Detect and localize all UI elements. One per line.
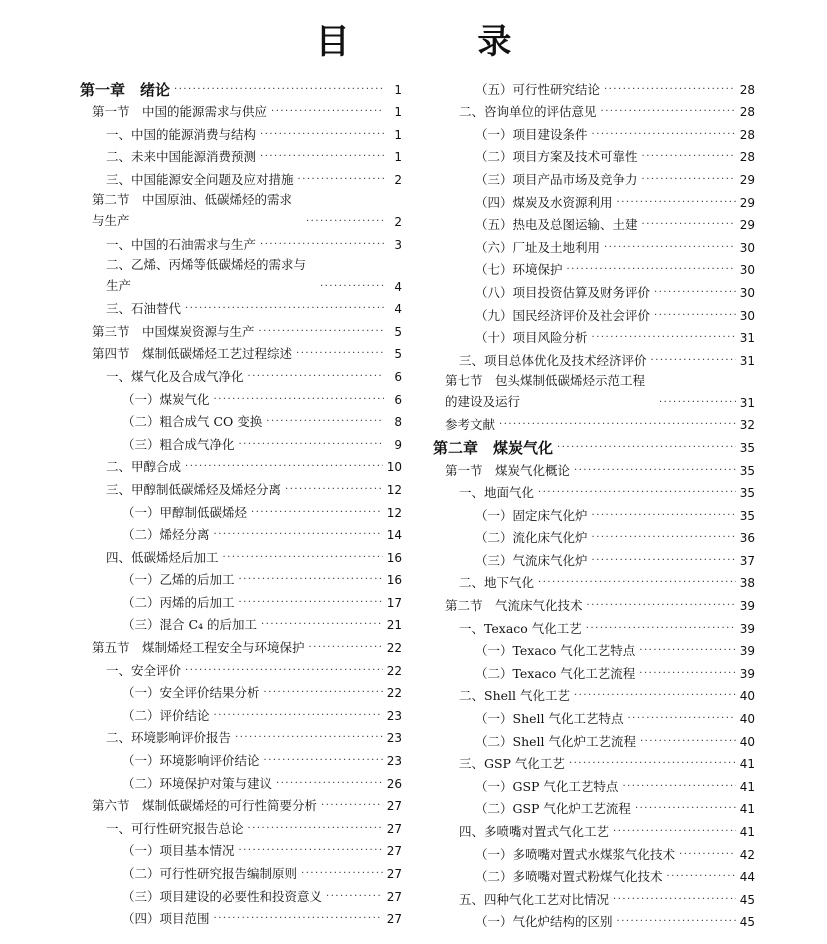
toc-page-number: 5: [394, 347, 402, 362]
toc-page-number: 30: [739, 308, 755, 323]
toc-page-number: 44: [739, 870, 755, 885]
leader-dots: [214, 910, 383, 928]
toc-entry[interactable]: [433, 144, 755, 167]
toc-page-number: 36: [739, 531, 755, 546]
toc-entry-title: 第一节 煤炭气化概论: [445, 462, 571, 478]
toc-entry-title: （一）多喷嘴对置式水煤浆气化技术: [475, 846, 676, 862]
toc-entry-title: 第二节 中国原油、低碳烯烃的需求与生产: [92, 191, 293, 228]
toc-entry[interactable]: [80, 318, 402, 341]
leader-dots: [271, 103, 384, 121]
toc-page-number: 31: [739, 331, 755, 346]
toc-entry-title: （三）气流床气化炉: [475, 552, 588, 568]
leader-dots: [239, 436, 384, 454]
toc-entry-title: （一）项目建设条件: [475, 126, 588, 142]
toc-page-number: 10: [386, 460, 402, 475]
leader-dots: [592, 552, 736, 570]
leader-dots: [667, 868, 736, 886]
toc-entry-title: （二）环境保护对策与建议: [122, 775, 273, 791]
toc-entry-title: 三、GSP 气化工艺: [459, 756, 565, 772]
toc-entry-title: 第一节 中国的能源需求与供应: [92, 104, 268, 120]
toc-entry[interactable]: [80, 589, 402, 612]
leader-dots: [617, 913, 736, 931]
toc-entry[interactable]: [433, 796, 755, 819]
toc-entry-title: 四、低碳烯烃后加工: [106, 549, 219, 565]
toc-entry[interactable]: [80, 702, 402, 725]
toc-page-number: 22: [386, 641, 402, 656]
toc-entry[interactable]: [80, 454, 402, 477]
leader-dots: [639, 642, 735, 660]
toc-entry-title: 二、咨询单位的评估意见: [459, 104, 597, 120]
toc-entry-title: 二、未来中国能源消费预测: [106, 149, 257, 165]
toc-entry[interactable]: [433, 212, 755, 235]
toc-entry-title: （二）GSP 气化炉工艺流程: [475, 801, 631, 817]
toc-entry[interactable]: [433, 751, 755, 774]
leader-dots: [214, 707, 383, 725]
leader-dots: [223, 549, 383, 567]
leader-dots: [538, 484, 736, 502]
toc-entry[interactable]: [80, 883, 402, 906]
toc-entry[interactable]: [433, 121, 755, 144]
toc-entry-title: 第一章 绪论: [80, 80, 171, 99]
toc-page-number: 37: [739, 553, 755, 568]
leader-dots: [276, 775, 383, 793]
toc-entry[interactable]: [80, 99, 402, 122]
toc-page-number: 8: [394, 415, 402, 430]
toc-entry-title: 四、多喷嘴对置式气化工艺: [459, 824, 610, 839]
leader-dots: [574, 687, 736, 705]
toc-entry-title: （二）流化床气化炉: [475, 530, 588, 546]
toc-page-number: 38: [739, 576, 755, 591]
leader-dots: [601, 103, 736, 121]
toc-page-number: 27: [386, 844, 402, 859]
toc-entry-title: 一、Texaco 气化工艺: [459, 620, 582, 636]
leader-dots: [642, 148, 736, 166]
leader-dots: [306, 213, 384, 231]
toc-page-number: 28: [739, 150, 755, 165]
leader-dots: [604, 81, 736, 99]
toc-entry-title: 二、地下气化: [459, 575, 535, 591]
toc-entry[interactable]: [80, 815, 402, 838]
leader-dots: [587, 597, 736, 615]
toc-page-number: 14: [386, 528, 402, 543]
toc-entry-title: （一）安全评价结果分析: [122, 685, 260, 701]
leader-dots: [538, 574, 736, 592]
toc-entry[interactable]: [433, 480, 755, 503]
toc-entry[interactable]: [433, 728, 755, 751]
toc-entry-title: 第六节 煤制低碳烯烃的可行性简要分析: [92, 798, 318, 814]
toc-entry[interactable]: [80, 657, 402, 680]
toc-entry-title: 二、Shell 气化工艺: [459, 688, 570, 704]
toc-page-number: 41: [739, 779, 755, 794]
leader-dots: [592, 329, 736, 347]
toc-page-number: 1: [394, 105, 402, 120]
toc-entry[interactable]: [80, 121, 402, 144]
toc-entry-title: 第七节 包头煤制低碳烯烃示范工程的建设及运行: [445, 372, 646, 409]
toc-entry[interactable]: [80, 770, 402, 793]
toc-entry[interactable]: [80, 231, 402, 254]
leader-dots: [239, 594, 383, 612]
leader-dots: [320, 278, 384, 296]
toc-page-number: 42: [739, 847, 755, 862]
toc-page-number: 30: [739, 240, 755, 255]
leader-dots: [260, 126, 384, 144]
toc-page-number: 39: [739, 621, 755, 636]
toc-page-number: 27: [386, 912, 402, 927]
toc-entry[interactable]: [80, 254, 402, 296]
leader-dots: [248, 368, 384, 386]
toc-page-number: 35: [739, 486, 755, 501]
toc-entry[interactable]: [433, 909, 755, 932]
leader-dots: [557, 439, 736, 457]
leader-dots: [586, 620, 736, 638]
toc-page-number: 28: [739, 105, 755, 120]
toc-entry[interactable]: [433, 347, 755, 370]
toc-entry[interactable]: [433, 818, 755, 841]
toc-page-number: 27: [386, 867, 402, 881]
toc-page-number: 5: [394, 324, 402, 339]
toc-entry[interactable]: [433, 660, 755, 683]
toc-entry[interactable]: [433, 773, 755, 796]
toc-entry-title: 三、项目总体优化及技术经济评价: [459, 352, 647, 368]
leader-dots: [239, 842, 383, 860]
leader-dots: [642, 171, 736, 189]
toc-entry[interactable]: [433, 886, 755, 909]
toc-entry[interactable]: [433, 841, 755, 864]
toc-entry-title: （一）固定床气化炉: [475, 507, 588, 523]
toc-page-number: 29: [739, 172, 755, 187]
toc-page-number: 4: [394, 302, 402, 317]
toc-page-number: 35: [739, 440, 755, 455]
toc-entry[interactable]: [80, 476, 402, 499]
toc-page-number: 31: [739, 353, 755, 368]
toc-entry[interactable]: [80, 725, 402, 748]
toc-entry-title: （二）评价结论: [122, 707, 210, 723]
toc-entry-title: （三）混合 C₄ 的后加工: [122, 617, 258, 633]
toc-page-number: 40: [739, 734, 755, 749]
toc-entry-title: （一）乙烯的后加工: [122, 572, 235, 588]
toc-entry[interactable]: [80, 144, 402, 167]
toc-left-column: [80, 76, 402, 928]
toc-entry[interactable]: [433, 189, 755, 212]
toc-entry[interactable]: [433, 570, 755, 593]
toc-entry-title: 第四节 煤制低碳烯烃工艺过程综述: [92, 346, 293, 362]
toc-entry[interactable]: [80, 793, 402, 816]
leader-dots: [654, 307, 736, 325]
toc-entry[interactable]: [80, 680, 402, 703]
toc-entry[interactable]: [80, 544, 402, 567]
leader-dots: [592, 529, 736, 547]
toc-entry[interactable]: [433, 279, 755, 302]
toc-entry-title: 二、环境影响评价报告: [106, 730, 232, 746]
toc-entry-title: 一、安全评价: [106, 662, 182, 678]
toc-entry-title: （五）可行性研究结论: [475, 81, 601, 97]
toc-page-number: 9: [394, 437, 402, 452]
toc-entry-title: 一、中国的石油需求与生产: [106, 236, 257, 252]
toc-page-number: 40: [739, 689, 755, 704]
toc-page-number: 39: [739, 599, 755, 614]
leader-dots: [264, 752, 383, 770]
toc-chapter-entry[interactable]: [80, 76, 402, 99]
toc-page-number: 45: [739, 892, 755, 907]
toc-page-number: 2: [394, 214, 402, 229]
toc-page-number: 41: [739, 802, 755, 817]
toc-entry[interactable]: [433, 370, 755, 412]
toc-entry[interactable]: [433, 705, 755, 728]
toc-entry[interactable]: [80, 567, 402, 590]
toc-page-number: 27: [386, 799, 402, 814]
toc-page-number: 41: [739, 757, 755, 772]
toc-entry[interactable]: [80, 612, 402, 635]
toc-entry-title: （五）热电及总图运输、土建: [475, 217, 638, 233]
toc-entry-title: （二）多喷嘴对置式粉煤气化技术: [475, 869, 663, 885]
toc-entry-title: 第五节 煤制烯烃工程安全与环境保护: [92, 640, 305, 656]
toc-entry[interactable]: [80, 522, 402, 545]
toc-entry[interactable]: [80, 747, 402, 770]
toc-entry-title: （一）Shell 气化工艺特点: [475, 711, 624, 727]
toc-page-number: 30: [739, 285, 755, 300]
toc-entry-title: （一）Texaco 气化工艺特点: [475, 643, 636, 659]
toc-page-number: 22: [386, 686, 402, 701]
toc-page-number: 28: [739, 127, 755, 142]
leader-dots: [185, 662, 383, 680]
toc-entry[interactable]: [433, 502, 755, 525]
toc-entry[interactable]: [433, 166, 755, 189]
toc-entry-title: 三、甲醇制低碳烯烃及烯烃分离: [106, 481, 282, 497]
toc-entry[interactable]: [80, 296, 402, 319]
toc-entry[interactable]: [80, 409, 402, 432]
toc-page-number: 1: [394, 150, 402, 165]
toc-entry-title: （七）环境保护: [475, 262, 563, 278]
toc-entry[interactable]: [80, 386, 402, 409]
leader-dots: [321, 797, 383, 815]
toc-entry-title: 第二节 气流床气化技术: [445, 598, 583, 614]
toc-entry-title: 一、煤气化及合成气净化: [106, 368, 244, 384]
toc-page-number: 2: [394, 172, 402, 187]
leader-dots: [499, 416, 736, 434]
toc-entry-title: （三）项目建设的必要性和投资意义: [122, 888, 323, 904]
toc-entry-title: （一）煤炭气化: [122, 391, 210, 407]
toc-page-number: 45: [739, 915, 755, 930]
toc-entry-title: （一）甲醇制低碳烯烃: [122, 504, 248, 520]
toc-entry-title: （二）Shell 气化炉工艺流程: [475, 733, 636, 749]
toc-entry-title: （九）国民经济评价及社会评价: [475, 307, 651, 323]
toc-page-number: 39: [739, 666, 755, 681]
toc-page-number: 12: [386, 482, 402, 497]
toc-entry-title: （六）厂址及土地利用: [475, 239, 601, 255]
leader-dots: [296, 345, 384, 363]
toc-page-number: 3: [394, 237, 402, 252]
leader-dots: [185, 458, 383, 476]
leader-dots: [642, 216, 736, 234]
toc-entry[interactable]: [80, 499, 402, 522]
toc-entry-title: 一、地面气化: [459, 485, 535, 501]
toc-entry[interactable]: [433, 864, 755, 887]
leader-dots: [567, 261, 736, 279]
leader-dots: [174, 81, 384, 99]
leader-dots: [574, 462, 736, 480]
toc-page-number: 29: [739, 218, 755, 233]
leader-dots: [239, 571, 383, 589]
toc-entry-title: （二）可行性研究报告编制原则: [122, 866, 298, 881]
leader-dots: [592, 507, 736, 525]
toc-page-number: 22: [386, 663, 402, 678]
toc-entry[interactable]: [80, 363, 402, 386]
leader-dots: [622, 778, 735, 796]
toc-page-number: 12: [386, 505, 402, 520]
leader-dots: [214, 391, 384, 409]
leader-dots: [309, 639, 383, 657]
leader-dots: [261, 616, 383, 634]
toc-entry[interactable]: [433, 638, 755, 661]
toc-entry[interactable]: [433, 592, 755, 615]
toc-page-number: 16: [386, 573, 402, 588]
toc-entry-title: （三）项目产品市场及竞争力: [475, 171, 638, 187]
toc-entry[interactable]: [80, 860, 402, 883]
toc-entry[interactable]: [433, 76, 755, 99]
toc-entry-title: （四）煤炭及水资源利用: [475, 194, 613, 210]
toc-entry-title: （二）丙烯的后加工: [122, 594, 235, 610]
leader-dots: [640, 733, 736, 751]
toc-page-number: 35: [739, 463, 755, 478]
toc-entry-title: （三）粗合成气净化: [122, 436, 235, 452]
toc-entry[interactable]: [433, 302, 755, 325]
toc-page-number: 16: [386, 550, 402, 565]
leader-dots: [298, 171, 384, 189]
toc-page-number: 23: [386, 731, 402, 746]
leader-dots: [613, 891, 736, 909]
toc-page-number: 35: [739, 508, 755, 523]
toc-entry[interactable]: [433, 457, 755, 480]
leader-dots: [264, 684, 383, 702]
toc-page-number: 30: [739, 263, 755, 278]
toc-entry-title: （二）粗合成气 CO 变换: [122, 414, 263, 430]
toc-entry-title: 二、乙烯、丙烯等低碳烯烃的需求与生产: [106, 256, 307, 293]
leader-dots: [592, 126, 736, 144]
toc-chapter-entry[interactable]: [433, 434, 755, 457]
toc-page-number: 26: [386, 776, 402, 791]
leader-dots: [604, 239, 736, 257]
leader-dots: [613, 823, 736, 841]
toc-entry-title: （十）项目风险分析: [475, 330, 588, 346]
toc-entry-title: （四）项目范围: [122, 911, 210, 927]
toc-page-number: 27: [386, 821, 402, 836]
toc-entry[interactable]: [80, 906, 402, 929]
toc-entry[interactable]: [80, 634, 402, 657]
toc-entry-title: （一）GSP 气化工艺特点: [475, 778, 619, 794]
toc-entry[interactable]: [433, 547, 755, 570]
toc-page-number: 31: [739, 395, 755, 410]
toc-page-number: 32: [739, 418, 755, 433]
toc-entry-title: 一、中国的能源消费与结构: [106, 126, 257, 142]
toc-entry-title: （二）项目方案及技术可靠性: [475, 149, 638, 165]
toc-entry-title: （二）烯烃分离: [122, 527, 210, 543]
toc-page-number: 1: [394, 127, 402, 142]
toc-right-column: [433, 76, 755, 931]
toc-entry-title: （一）环境影响评价结论: [122, 753, 260, 769]
toc-entry[interactable]: [433, 683, 755, 706]
toc-entry-title: （一）项目基本情况: [122, 843, 235, 859]
leader-dots: [651, 352, 736, 370]
toc-page-number: 6: [394, 392, 402, 407]
toc-entry-title: 第三节 中国煤炭资源与生产: [92, 323, 255, 339]
toc-page-number: 6: [394, 369, 402, 384]
leader-dots: [635, 800, 736, 818]
toc-page-number: 27: [386, 889, 402, 904]
toc-entry[interactable]: [80, 189, 402, 231]
toc-entry-title: 一、可行性研究报告总论: [106, 820, 244, 836]
toc-page-number: 29: [739, 195, 755, 210]
leader-dots: [214, 526, 383, 544]
toc-entry[interactable]: [433, 615, 755, 638]
leader-dots: [235, 729, 383, 747]
leader-dots: [627, 710, 735, 728]
toc-page-number: 1: [394, 82, 402, 97]
leader-dots: [248, 820, 383, 838]
toc-entry[interactable]: [433, 525, 755, 548]
toc-entry-title: （二）Texaco 气化工艺流程: [475, 665, 636, 681]
leader-dots: [285, 481, 383, 499]
leader-dots: [259, 323, 384, 341]
toc-entry-title: （一）气化炉结构的区别: [475, 914, 613, 930]
toc-entry-title: 三、中国能源安全问题及应对措施: [106, 171, 294, 187]
toc-page-number: 17: [386, 595, 402, 610]
toc-entry[interactable]: [80, 166, 402, 189]
leader-dots: [654, 284, 736, 302]
toc-entry[interactable]: [433, 99, 755, 122]
leader-dots: [659, 394, 736, 412]
toc-page-number: 39: [739, 644, 755, 659]
toc-entry-title: （八）项目投资估算及财务评价: [475, 284, 651, 300]
toc-entry-title: 三、石油替代: [106, 301, 182, 317]
toc-entry-title: 参考文献: [445, 417, 496, 433]
toc-entry-title: 第二章 煤炭气化: [433, 438, 554, 457]
leader-dots: [617, 194, 736, 212]
leader-dots: [569, 755, 736, 773]
toc-page-number: 21: [386, 618, 402, 633]
toc-entry[interactable]: [80, 431, 402, 454]
page-title: 目 录: [315, 22, 570, 62]
toc-page-number: 28: [739, 82, 755, 97]
toc-entry[interactable]: [433, 234, 755, 257]
leader-dots: [326, 888, 383, 906]
leader-dots: [679, 846, 736, 864]
leader-dots: [266, 413, 384, 431]
toc-entry[interactable]: [433, 325, 755, 348]
leader-dots: [251, 504, 383, 522]
toc-page-number: 40: [739, 712, 755, 727]
toc-entry[interactable]: [80, 838, 402, 861]
leader-dots: [185, 300, 384, 318]
toc-entry[interactable]: [433, 412, 755, 435]
leader-dots: [639, 665, 735, 683]
toc-entry-title: 二、甲醇合成: [106, 459, 182, 475]
leader-dots: [260, 148, 384, 166]
leader-dots: [260, 236, 384, 254]
leader-dots: [301, 865, 383, 883]
toc-page-number: 41: [739, 825, 755, 839]
toc-page-number: 23: [386, 754, 402, 769]
toc-page-number: 23: [386, 708, 402, 723]
toc-entry-title: 五、四种气化工艺对比情况: [459, 891, 610, 907]
toc-entry[interactable]: [433, 257, 755, 280]
toc-entry[interactable]: [80, 341, 402, 364]
toc-page-number: 4: [394, 279, 402, 294]
